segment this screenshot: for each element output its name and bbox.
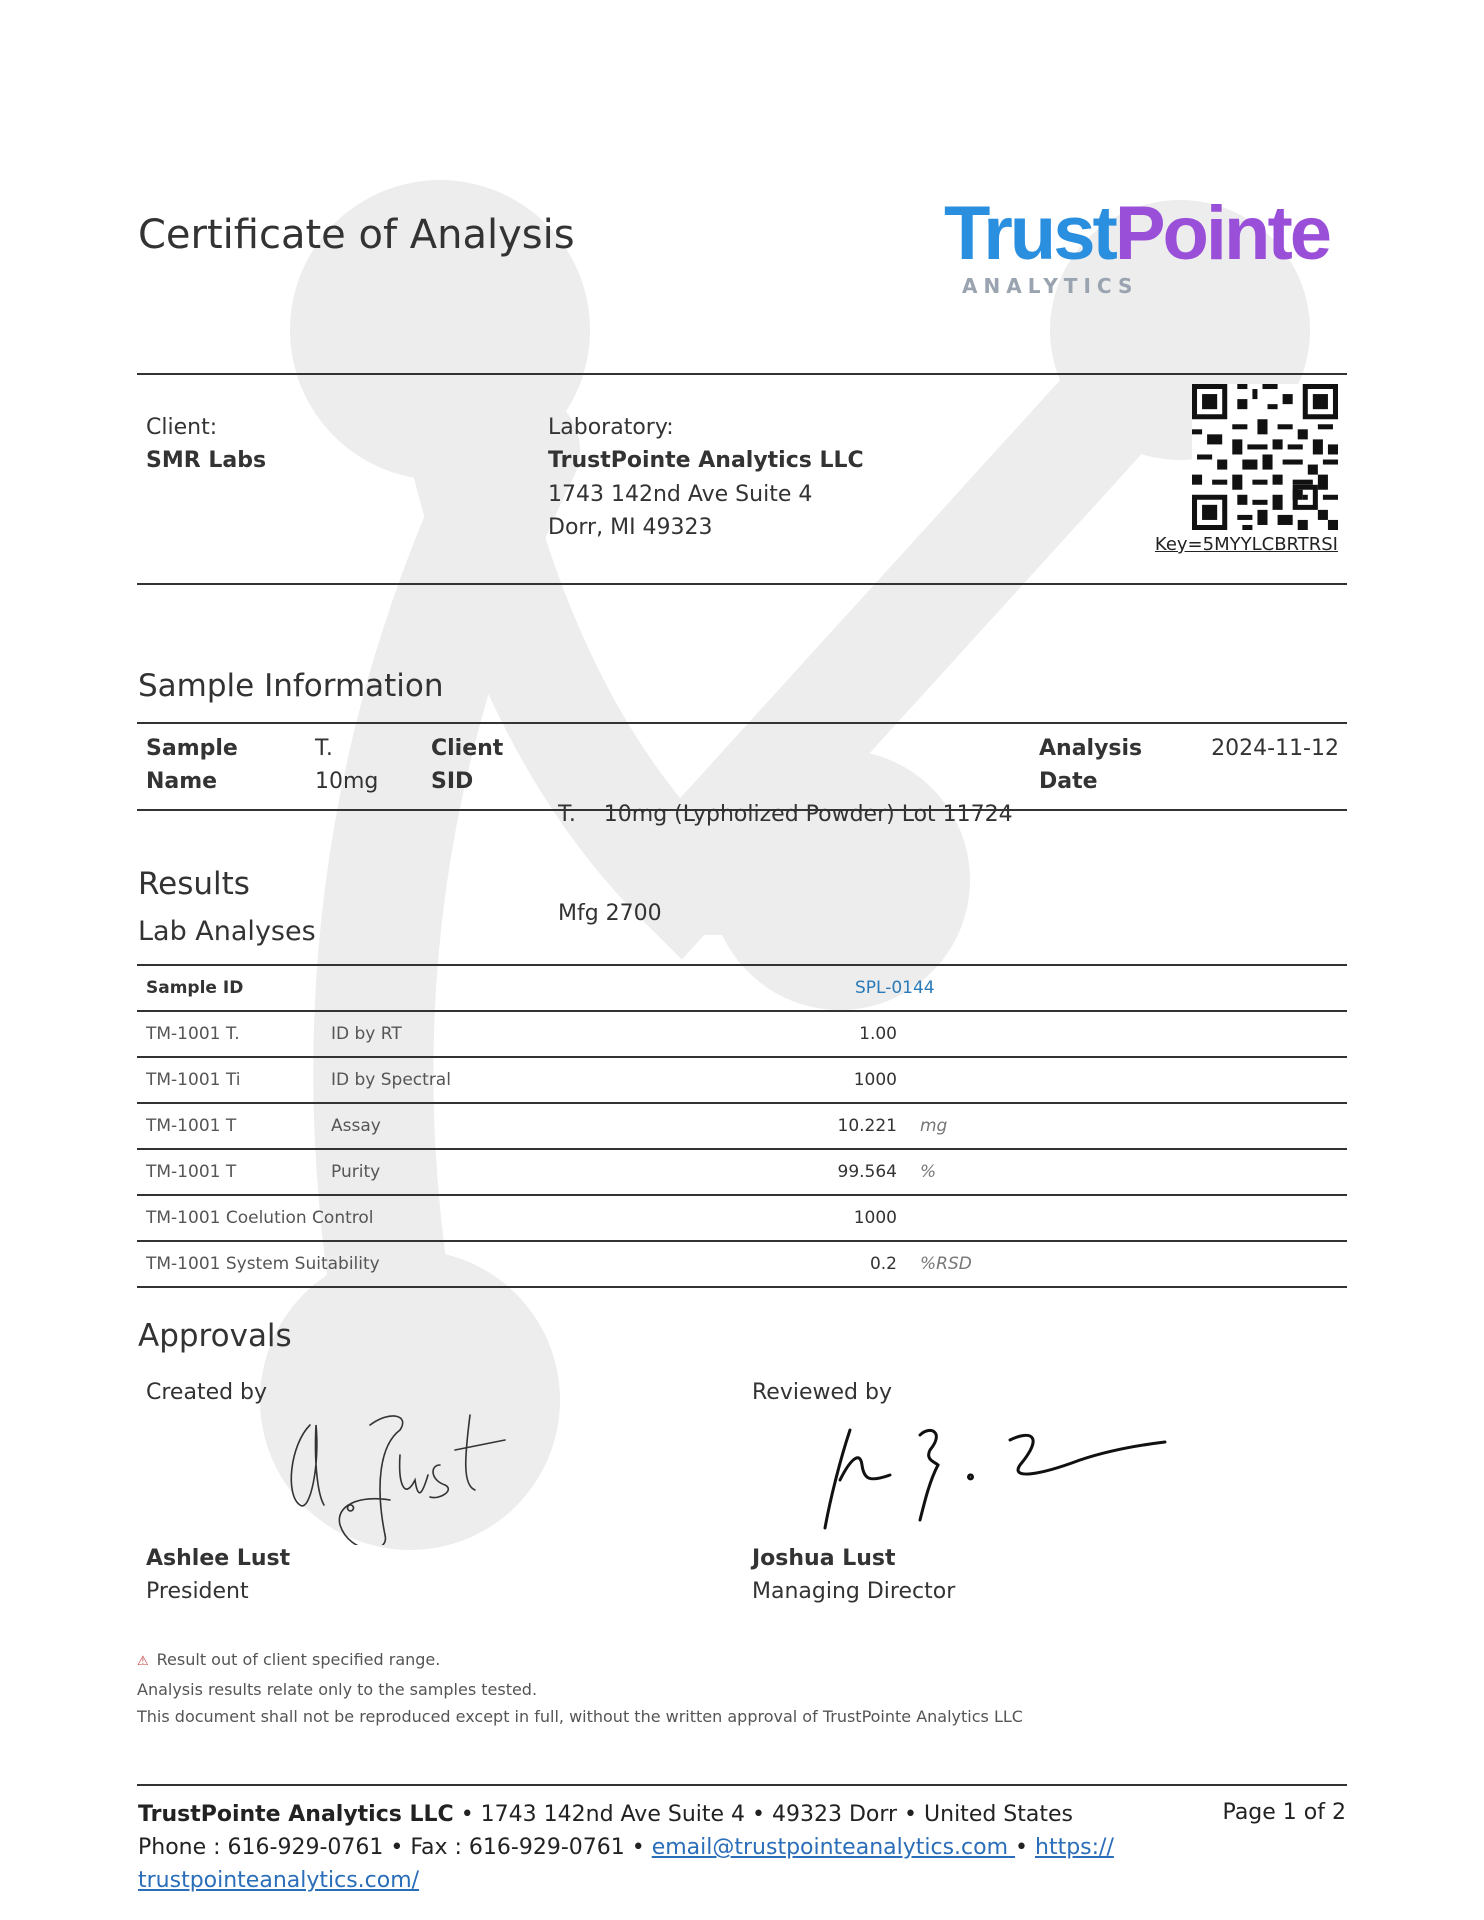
sample-name-line-1: T. bbox=[315, 736, 333, 761]
footer-line-1 bbox=[138, 1798, 1138, 1831]
sample-name-line-2: 10mg bbox=[315, 769, 379, 794]
row-value: 0.2 bbox=[869, 1254, 897, 1274]
table-row bbox=[137, 1056, 1347, 1102]
signature-ashlee-lust bbox=[280, 1405, 520, 1545]
verification-key[interactable]: Key=5MYYLCBRTRSI bbox=[1154, 534, 1338, 555]
sample-info-heading: Sample Information bbox=[138, 668, 444, 704]
table-row bbox=[137, 1102, 1347, 1148]
logo-subtitle: ANALYTICS bbox=[962, 274, 1139, 298]
row-analyte: TM-1001 T bbox=[146, 1116, 237, 1136]
client-sid-label-line-2: SID bbox=[431, 769, 474, 794]
qr-code[interactable] bbox=[1192, 384, 1338, 530]
footer-email-link[interactable]: email@trustpointeanalytics.com bbox=[651, 1835, 1016, 1860]
client-label: Client: bbox=[146, 415, 218, 440]
table-row bbox=[137, 1010, 1347, 1056]
trustpointe-logo bbox=[944, 191, 1330, 306]
table-row bbox=[137, 1148, 1347, 1194]
signature-joshua-lust bbox=[820, 1420, 1180, 1530]
reviewed-by-label: Reviewed by bbox=[752, 1380, 892, 1405]
approvals-heading: Approvals bbox=[138, 1318, 292, 1354]
row-analyte: TM-1001 System Suitability bbox=[146, 1254, 380, 1274]
row-test: ID by Spectral bbox=[331, 1070, 451, 1090]
header-sample-id: Sample ID bbox=[146, 978, 244, 998]
footer-url-link-part-2[interactable]: trustpointeanalytics.com/ bbox=[138, 1868, 420, 1893]
laboratory-name: TrustPointe Analytics LLC bbox=[548, 448, 864, 473]
page-title: Certificate of Analysis bbox=[138, 212, 575, 258]
note-line-2: This document shall not be reproduced except in full, without the written approval of TrustPointe Analytics LLC bbox=[137, 1707, 1023, 1726]
row-unit: % bbox=[920, 1162, 937, 1182]
row-value: 1000 bbox=[853, 1208, 897, 1228]
row-value: 1.00 bbox=[859, 1024, 897, 1044]
header-spl-id: SPL-0144 bbox=[855, 978, 935, 998]
divider-footer bbox=[137, 1784, 1347, 1786]
analysis-date-value: 2024-11-12 bbox=[1211, 736, 1339, 761]
row-unit: %RSD bbox=[920, 1254, 972, 1274]
analysis-date-label bbox=[1039, 732, 1142, 798]
warning-text: Result out of client specified range. bbox=[156, 1650, 441, 1669]
lab-analyses-heading: Lab Analyses bbox=[138, 916, 316, 947]
client-sid-label-line-1: Client bbox=[431, 736, 504, 761]
sample-name-label-line-2: Name bbox=[146, 769, 218, 794]
created-by-label: Created by bbox=[146, 1380, 268, 1405]
range-warning bbox=[137, 1650, 440, 1669]
footer-address: • 1743 142nd Ave Suite 4 • 49323 Dorr • United States bbox=[453, 1802, 1074, 1827]
note-line-1: Analysis results relate only to the samples tested. bbox=[137, 1680, 538, 1699]
row-unit: mg bbox=[920, 1116, 948, 1136]
table-header-row bbox=[137, 964, 1347, 1010]
row-analyte: TM-1001 Ti bbox=[146, 1070, 241, 1090]
row-analyte: TM-1001 Coelution Control bbox=[146, 1208, 374, 1228]
row-analyte: TM-1001 T. bbox=[146, 1024, 240, 1044]
warning-icon: ⚠ bbox=[137, 1654, 149, 1669]
footer-url-link-part-1[interactable]: https:// bbox=[1035, 1835, 1114, 1860]
reviewed-by-name: Joshua Lust bbox=[752, 1546, 896, 1571]
client-name: SMR Labs bbox=[146, 448, 267, 473]
row-analyte: TM-1001 T bbox=[146, 1162, 237, 1182]
divider-top bbox=[137, 373, 1347, 375]
row-value: 1000 bbox=[853, 1070, 897, 1090]
client-sid-line-2: Mfg 2700 bbox=[558, 901, 662, 926]
analysis-date-label-line-2: Date bbox=[1039, 769, 1098, 794]
footer-company: TrustPointe Analytics LLC bbox=[138, 1802, 454, 1827]
footer-separator: • bbox=[1015, 1835, 1036, 1860]
analysis-date-label-line-1: Analysis bbox=[1039, 736, 1143, 761]
row-test: ID by RT bbox=[331, 1024, 402, 1044]
results-heading: Results bbox=[138, 866, 250, 902]
row-value: 10.221 bbox=[837, 1116, 897, 1136]
sample-name-value bbox=[315, 732, 378, 798]
footer-phone-fax: Phone : 616-929-0761 • Fax : 616-929-0761 • bbox=[138, 1835, 652, 1860]
row-test: Assay bbox=[331, 1116, 381, 1136]
footer-line-2 bbox=[138, 1831, 1138, 1864]
client-sid-line-1: T. 10mg (Lypholized Powder) Lot 11724 bbox=[558, 802, 1013, 827]
page-number: Page 1 of 2 bbox=[1222, 1800, 1346, 1825]
row-value: 99.564 bbox=[837, 1162, 897, 1182]
footer-line-3 bbox=[138, 1864, 1138, 1897]
created-by-name: Ashlee Lust bbox=[146, 1546, 291, 1571]
row-test: Purity bbox=[331, 1162, 381, 1182]
laboratory-label: Laboratory: bbox=[548, 415, 674, 440]
footer-contact bbox=[138, 1798, 1138, 1897]
logo-word-pointe: Pointe bbox=[1114, 191, 1330, 276]
lab-analyses-table bbox=[137, 964, 1347, 1288]
laboratory-address-1: 1743 142nd Ave Suite 4 bbox=[548, 482, 813, 507]
table-row bbox=[137, 1194, 1347, 1240]
divider-client bbox=[137, 583, 1347, 585]
client-sid-value bbox=[558, 732, 1013, 996]
sample-name-label bbox=[146, 732, 238, 798]
reviewed-by-role: Managing Director bbox=[752, 1579, 956, 1604]
logo-word-trust: Trust bbox=[944, 191, 1115, 276]
table-row bbox=[137, 1240, 1347, 1288]
created-by-role: President bbox=[146, 1579, 249, 1604]
client-sid-label bbox=[431, 732, 503, 798]
sample-name-label-line-1: Sample bbox=[146, 736, 238, 761]
laboratory-address-2: Dorr, MI 49323 bbox=[548, 515, 713, 540]
